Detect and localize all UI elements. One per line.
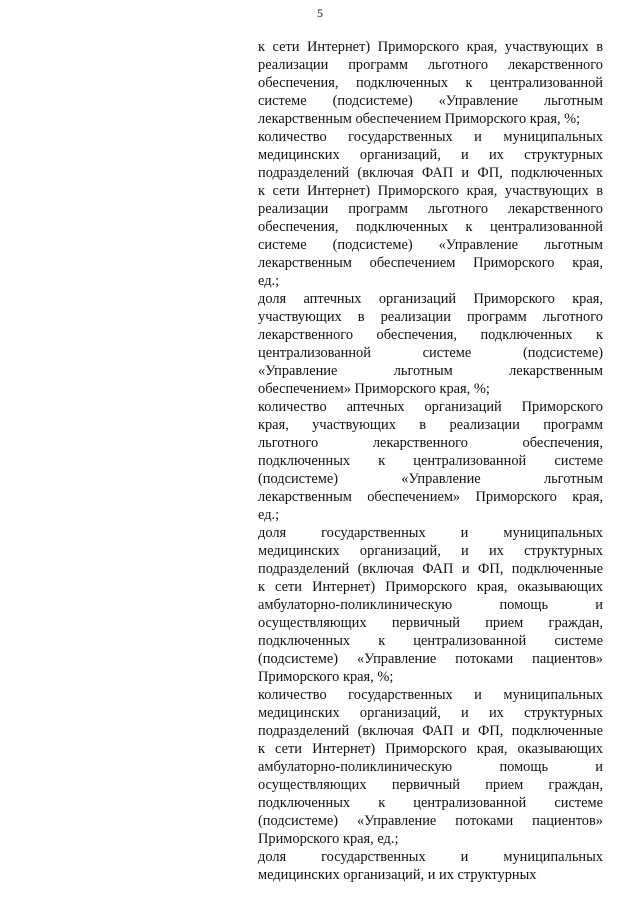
text-line: медицинских организаций, и их структурных bbox=[258, 867, 537, 883]
text-line: доля государственных и муниципальных bbox=[258, 849, 603, 865]
text-line: обеспечения, подключенных к централизованной bbox=[258, 75, 603, 91]
text-line: реализации программ льготного лекарственного bbox=[258, 57, 603, 73]
paragraph bbox=[258, 398, 603, 524]
paragraph bbox=[258, 686, 603, 848]
text-line: централизованной системе (подсистеме) bbox=[258, 345, 603, 361]
text-line: осуществляющих первичный прием граждан, bbox=[258, 615, 603, 631]
text-line: ед.; bbox=[258, 507, 280, 523]
text-line: обеспечения, подключенных к централизованной bbox=[258, 219, 603, 235]
paragraph bbox=[258, 38, 603, 128]
text-line: лекарственным обеспечением Приморского края, %; bbox=[258, 111, 581, 127]
text-line: подключенных к централизованной системе bbox=[258, 795, 603, 811]
text-line: количество аптечных организаций Приморского bbox=[258, 399, 603, 415]
text-line: медицинских организаций, и их структурных bbox=[258, 705, 603, 721]
text-line: реализации программ льготного лекарственного bbox=[258, 201, 603, 217]
text-line: системе (подсистеме) «Управление льготным bbox=[258, 237, 603, 253]
text-line: участвующих в реализации программ льготного bbox=[258, 309, 603, 325]
text-line: количество государственных и муниципальных bbox=[258, 687, 603, 703]
text-line: подразделений (включая ФАП и ФП, подключенные bbox=[258, 723, 603, 739]
text-line: доля государственных и муниципальных bbox=[258, 525, 603, 541]
paragraph bbox=[258, 290, 603, 398]
text-line: лекарственным обеспечением Приморского края, bbox=[258, 255, 603, 271]
text-line: подразделений (включая ФАП и ФП, подключенные bbox=[258, 561, 603, 577]
text-line: осуществляющих первичный прием граждан, bbox=[258, 777, 603, 793]
text-line: к сети Интернет) Приморского края, оказывающих bbox=[258, 579, 603, 595]
text-line: лекарственного обеспечения, подключенных к bbox=[258, 327, 603, 343]
text-line: края, участвующих в реализации программ bbox=[258, 417, 603, 433]
text-line: Приморского края, ед.; bbox=[258, 831, 399, 847]
text-line: подразделений (включая ФАП и ФП, подключенных bbox=[258, 165, 603, 181]
text-line: лекарственным обеспечением» Приморского края, bbox=[258, 489, 603, 505]
page-number: 5 bbox=[317, 6, 323, 20]
text-line: доля аптечных организаций Приморского края, bbox=[258, 291, 603, 307]
text-line: льготного лекарственного обеспечения, bbox=[258, 435, 603, 451]
text-line: подключенных к централизованной системе bbox=[258, 633, 603, 649]
text-line: амбулаторно-поликлиническую помощь и bbox=[258, 759, 603, 775]
text-line: подключенных к централизованной системе bbox=[258, 453, 603, 469]
text-line: «Управление льготным лекарственным bbox=[258, 363, 603, 379]
text-line: медицинских организаций, и их структурных bbox=[258, 543, 603, 559]
text-line: медицинских организаций, и их структурных bbox=[258, 147, 603, 163]
text-line: количество государственных и муниципальных bbox=[258, 129, 603, 145]
paragraph bbox=[258, 848, 603, 884]
text-line: (подсистеме) «Управление льготным bbox=[258, 471, 603, 487]
text-line: системе (подсистеме) «Управление льготным bbox=[258, 93, 603, 109]
text-line: амбулаторно-поликлиническую помощь и bbox=[258, 597, 603, 613]
text-line: Приморского края, %; bbox=[258, 669, 394, 685]
text-line: обеспечением» Приморского края, %; bbox=[258, 381, 490, 397]
text-line: ед.; bbox=[258, 273, 280, 289]
paragraph bbox=[258, 128, 603, 290]
text-line: (подсистеме) «Управление потоками пациентов» bbox=[258, 813, 603, 829]
paragraph bbox=[258, 524, 603, 686]
text-line: (подсистеме) «Управление потоками пациентов» bbox=[258, 651, 603, 667]
text-line: к сети Интернет) Приморского края, участвующих в bbox=[258, 39, 603, 55]
text-line: к сети Интернет) Приморского края, участвующих в bbox=[258, 183, 603, 199]
document-body bbox=[258, 38, 603, 884]
text-line: к сети Интернет) Приморского края, оказывающих bbox=[258, 741, 603, 757]
